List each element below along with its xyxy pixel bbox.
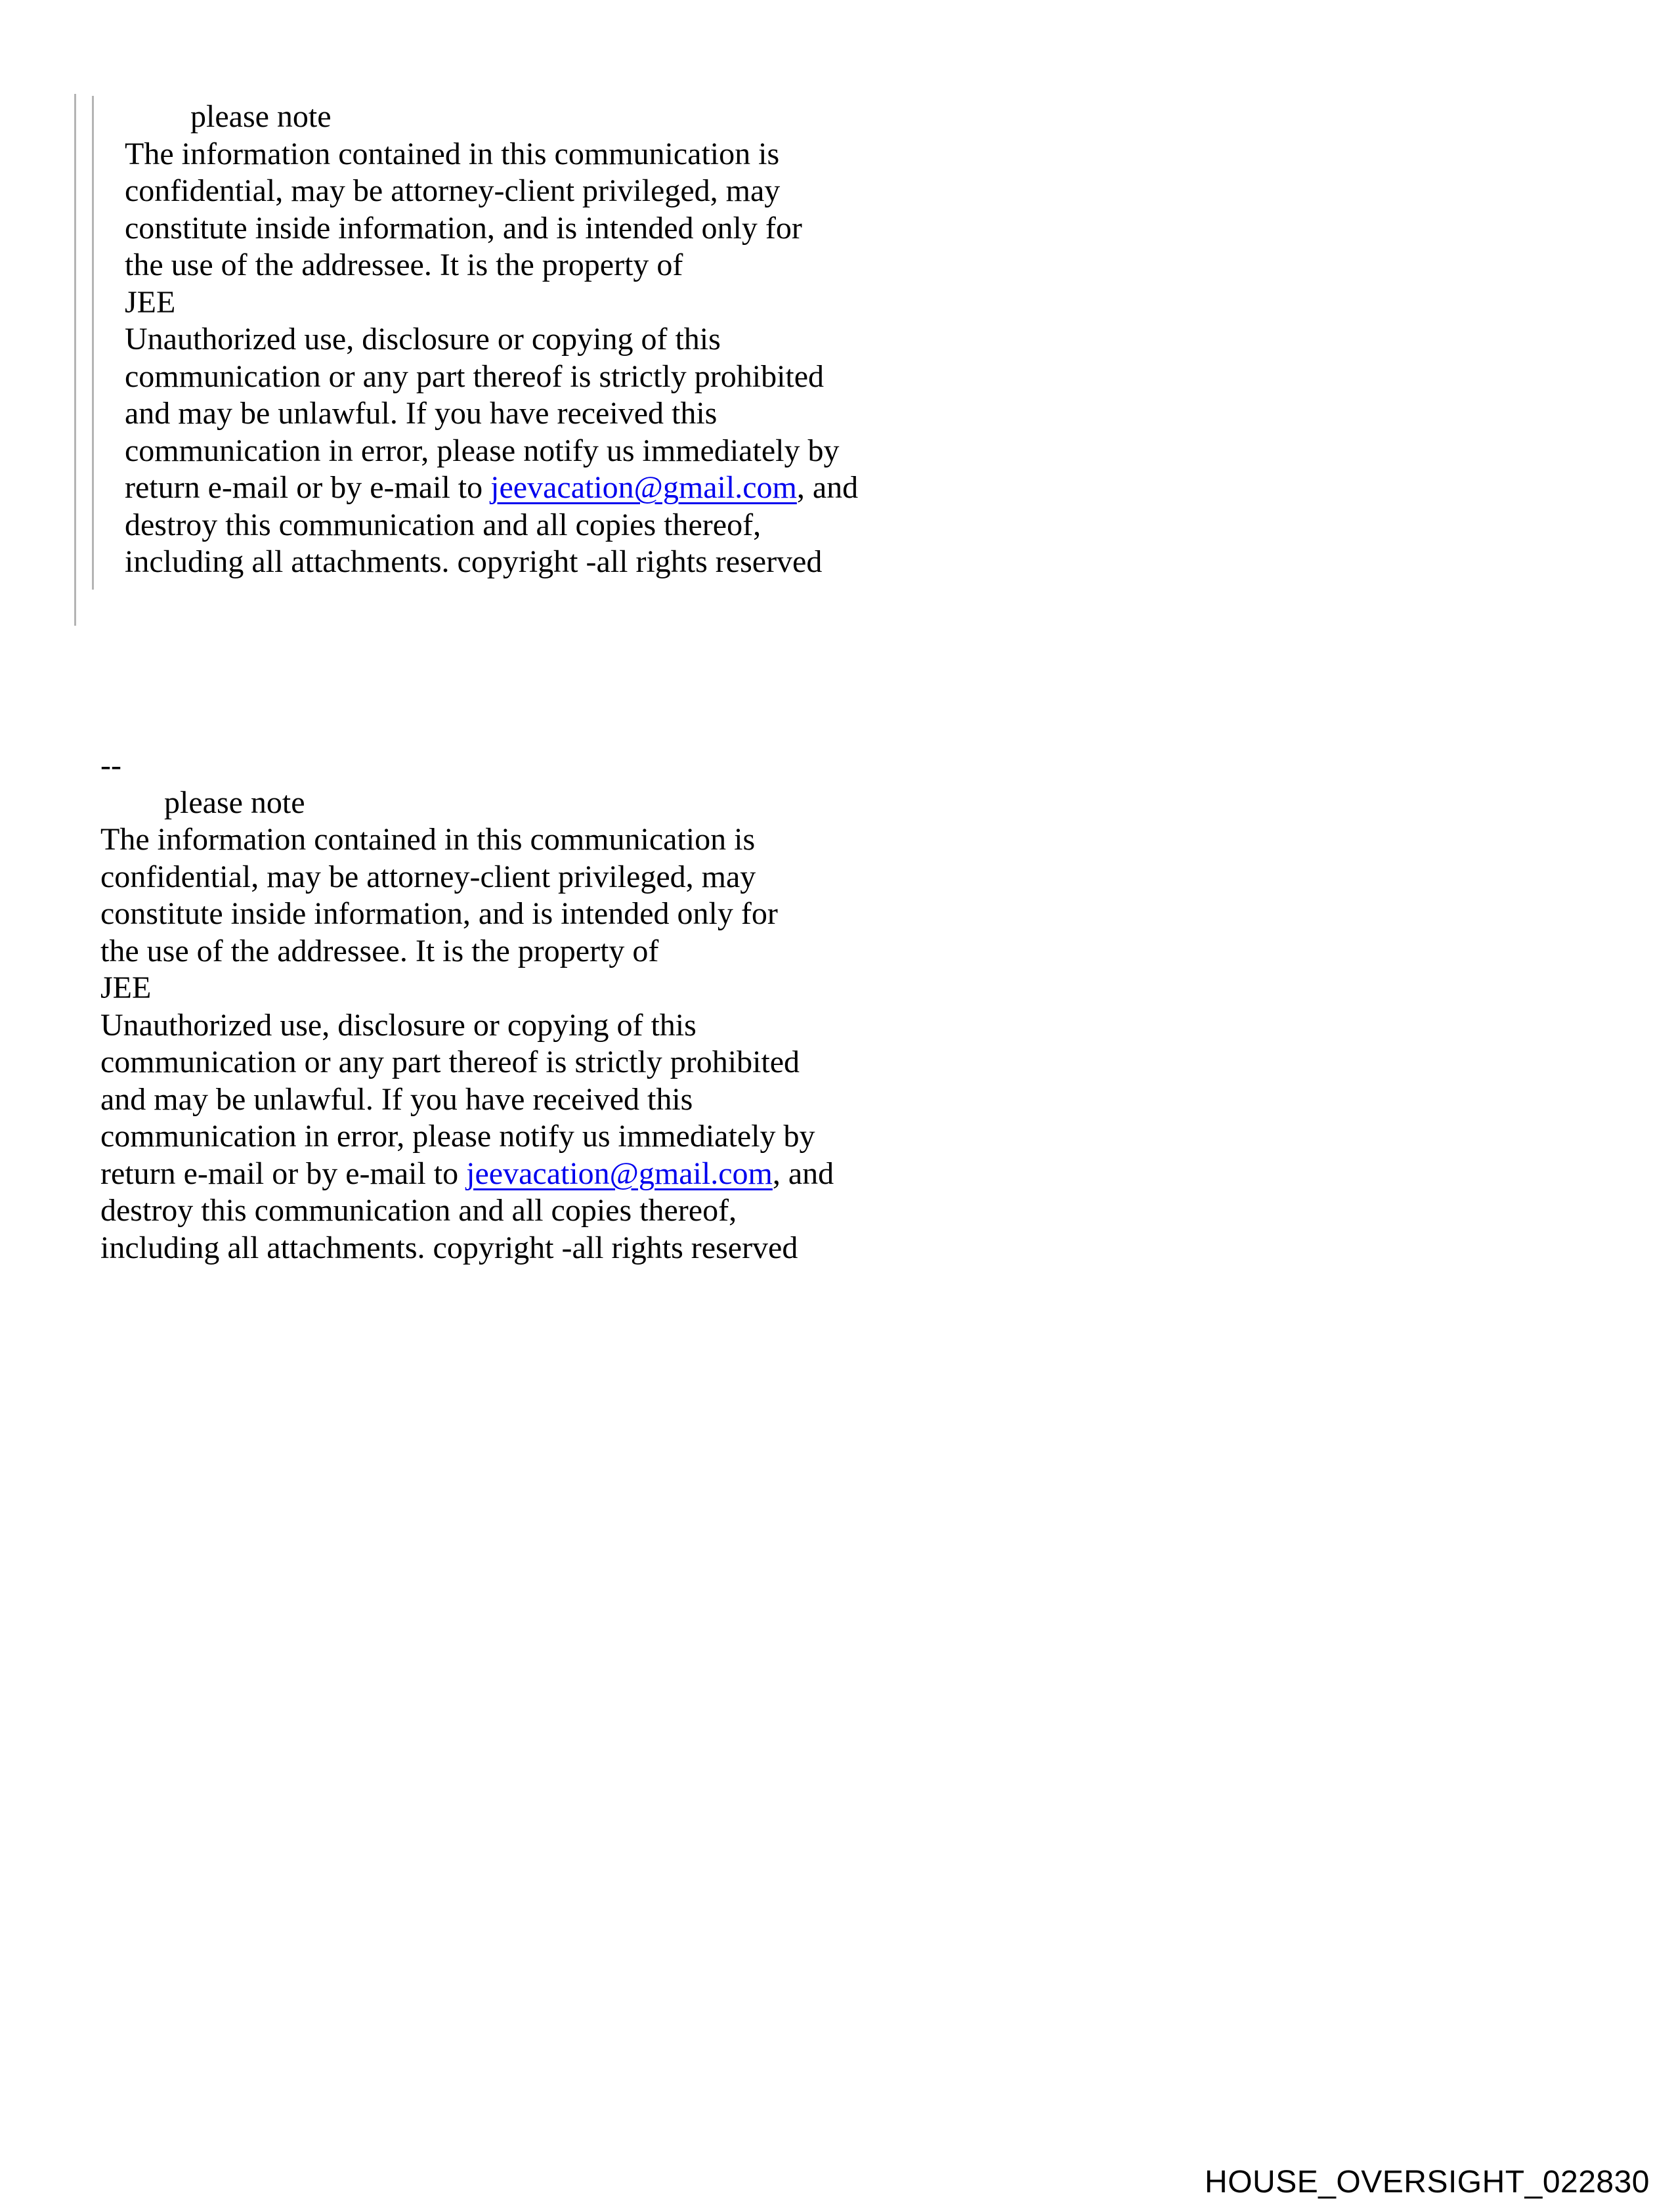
text-line: confidential, may be attorney-client privileged, may xyxy=(125,173,781,208)
text-line: communication or any part thereof is strictly prohibited xyxy=(125,358,825,394)
text-line: Unauthorized use, disclosure or copying of this xyxy=(100,1007,697,1043)
text-line: including all attachments. copyright -all rights reserved xyxy=(125,544,823,579)
bates-stamp: HOUSE_OVERSIGHT_022830 xyxy=(1205,2165,1650,2200)
text-line: confidential, may be attorney-client privileged, may xyxy=(100,859,756,894)
text-line: and may be unlawful. If you have received this xyxy=(100,1081,693,1117)
text-line: JEE xyxy=(125,284,176,320)
disclaimer-lines-before xyxy=(125,136,858,470)
text-line: constitute inside information, and is intended only for xyxy=(100,896,778,931)
disclaimer-lines-before xyxy=(100,821,834,1156)
text-line: The information contained in this communication is xyxy=(125,136,780,171)
email-link[interactable]: jeevacation@gmail.com xyxy=(466,1156,773,1191)
text-line: communication in error, please notify us immediately by xyxy=(100,1119,815,1154)
link-line-prefix: return e-mail or by e-mail to xyxy=(100,1156,467,1191)
link-line-suffix: , and xyxy=(772,1156,834,1191)
disclaimer-lines-after xyxy=(100,1192,834,1267)
text-line: constitute inside information, and is intended only for xyxy=(125,210,802,246)
note-heading: please note xyxy=(164,785,305,820)
text-line: JEE xyxy=(100,970,152,1005)
text-line: the use of the addressee. It is the property of xyxy=(125,248,683,282)
link-line xyxy=(125,469,858,507)
text-line: communication or any part thereof is strictly prohibited xyxy=(100,1045,800,1079)
quote-bar-inner xyxy=(92,96,94,590)
signature-disclaimer-block xyxy=(100,747,834,1267)
link-line xyxy=(100,1156,834,1193)
link-line-suffix: , and xyxy=(796,470,859,505)
text-line: The information contained in this communication is xyxy=(100,822,756,857)
signature-delimiter: -- xyxy=(100,748,121,783)
text-line: including all attachments. copyright -all rights reserved xyxy=(100,1230,798,1265)
note-heading: please note xyxy=(190,99,332,134)
link-line-prefix: return e-mail or by e-mail to xyxy=(125,470,491,505)
text-line: Unauthorized use, disclosure or copying of this xyxy=(125,322,721,357)
disclaimer-lines-after xyxy=(125,507,858,581)
text-line: the use of the addressee. It is the property of xyxy=(100,933,659,968)
text-line: destroy this communication and all copies thereof, xyxy=(100,1193,737,1228)
text-line: communication in error, please notify us immediately by xyxy=(125,433,840,468)
text-line: and may be unlawful. If you have received this xyxy=(125,396,718,431)
quote-bar-outer xyxy=(74,94,76,626)
quoted-disclaimer-block xyxy=(125,98,858,581)
text-line: destroy this communication and all copies thereof, xyxy=(125,507,762,542)
email-link[interactable]: jeevacation@gmail.com xyxy=(490,470,797,505)
